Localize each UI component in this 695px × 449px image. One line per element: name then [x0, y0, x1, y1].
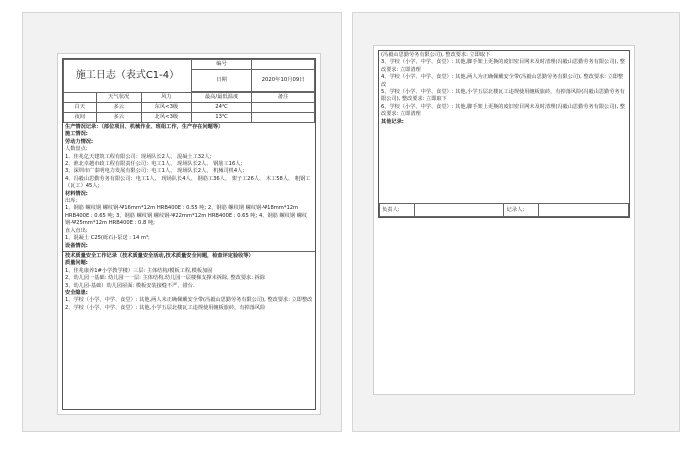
construction-log-continuation [378, 50, 630, 218]
inbound-heading: 直入直出: [65, 227, 88, 234]
weather-col-wind: 风力 [141, 93, 191, 103]
number-value [252, 60, 315, 70]
number-label: 编号 [191, 60, 251, 70]
construction-log-form [62, 58, 316, 410]
document-page-2 [373, 45, 635, 395]
page-panel-2 [352, 12, 680, 432]
material-heading: 材料情况: [65, 190, 88, 197]
quality-heading: 质量问题: [65, 260, 88, 267]
list-item: 3、幼儿园-基础）幼儿园屋面: 模板安装接缝不严、错台. [65, 282, 195, 289]
weather-wind: 东风<3级 [141, 103, 191, 113]
weather-col-condition: 天气状况 [96, 93, 141, 103]
quality-section-heading: 技术质量安全工作记录（技术质量安全活动,技术质量安全问题，检查评定验收等） [65, 252, 254, 259]
labor-heading: 劳动力情况: [65, 138, 94, 145]
recorder-value [539, 204, 629, 217]
recorder-label: 记录人: [504, 204, 539, 217]
list-item: 1、佳兆康养1#小学教学楼）三层: 主体结构/模板工程,模板加固 [65, 267, 213, 274]
weather-condition: 多云 [96, 113, 141, 123]
leader-value [414, 204, 504, 217]
weather-note [252, 103, 315, 113]
production-section [63, 123, 315, 251]
weather-wind: 北风<3级 [141, 113, 191, 123]
weather-period: 夜间 [64, 113, 97, 123]
weather-condition: 多云 [96, 103, 141, 113]
table-row [64, 103, 315, 113]
page-panel-1 [22, 12, 342, 432]
signature-table [379, 203, 629, 217]
list-item: 1、混凝土 C25(砾石)-泵送 : 14 m³; [65, 235, 150, 242]
weather-col-temp: 最高/最低温度 [191, 93, 251, 103]
leader-label: 负责人: [380, 204, 415, 217]
safety-heading: 安全隐患: [65, 289, 88, 296]
weather-period: 白天 [64, 103, 97, 113]
weather-col-blank [64, 93, 97, 103]
log-header-table [63, 59, 315, 123]
list-item: 5、学校（小学、中学、食堂）: 其他,小学五层北楼瓦工违规使用缠板旅砖，有掉落风险(冯毅山思勤劳务有限公司), 整改要求: 立即取下 [381, 89, 625, 103]
list-item: 3、深圳市广泰明电力发展有限公司：电工1人、 现场队长2人、 机械司机4人; [65, 168, 245, 175]
list-item: 2、学校（小学、中学、食堂）: 其他,小学五层北楼瓦工违规使用缠板旅砖，有掉落风险 [65, 304, 266, 311]
date-label: 日期 [191, 70, 251, 92]
construction-heading: 施工情况: [65, 131, 88, 138]
equipment-heading: 设备情况: [65, 242, 88, 249]
safety-continued [379, 51, 629, 127]
weather-note [252, 113, 315, 123]
form-title: 施工日志（表式C1-4） [64, 60, 192, 93]
weather-temp: 24℃ [191, 103, 251, 113]
list-item: 3、学校（小学、中学、食堂）: 其他,脚手架上更换的废旧密目网未及时清理(冯毅山思勤劳务有限公司), 整改要求: 立即清理 [381, 59, 625, 73]
list-item: 6、学校（小学、中学、食堂）: 其他,脚手架上更换的废旧密目网未及时清理(冯毅山思勤劳务有限公司), 整改要求: 立即清理 [381, 103, 625, 118]
list-item: 1、学校（小学、中学、食堂）: 其他,两人未正确佩戴安全带(冯毅山思勤劳务有限公司), 整改要求: 立即整改 [65, 297, 313, 304]
list-item: 4、学校（小学、中学、食堂）: 其他,两人为正确佩戴安全带(冯毅山思勤劳务有限公司), 整改要求: 立即整改 [381, 74, 624, 88]
document-page-1 [57, 53, 321, 415]
labor-intro: 人数盘点: [65, 146, 88, 153]
list-item: 2、淮北卓越市政工程有限责任公司：电工1人、 现场队长2人、 钢筋工16人; [65, 161, 243, 168]
list-item: (冯毅山思勤劳务有限公司), 整改要求: 立即取下 [381, 52, 491, 58]
other-heading: 其他记录: [381, 118, 404, 125]
quality-section [63, 251, 315, 313]
date-value: 2020年10月09日 [252, 70, 315, 92]
production-heading: 生产情况记录：（部位项目、机械作业、班组工作，生产存在问题等） [65, 124, 224, 130]
table-row [64, 113, 315, 123]
list-item: 4、冯毅山思勤劳务有限公司：电工1人、 现场队长4人、 钢筋工36人、 架子工26人、 木工58人、 粗钢工（瓦工）45人; [65, 175, 311, 190]
list-item: 2、幼儿园一基础: 幼儿园一一层: 主体结构,幼儿园一层楼梯支撑未拆除, 整改要求: 拆除 [65, 275, 266, 282]
material-intro: 出库: [65, 198, 78, 205]
list-item: 1、钢筋 螺纹钢 螺纹钢-Ψ16mm*12m HRB400E : 0.55 吨; 2、钢筋 螺纹钢 螺纹钢-Ψ18mm*12m HRB400E : 0.65 吨; 3、钢筋 螺纹钢 螺纹钢-Ψ22mm*12m HRB400E : 0.65 吨; 4、钢筋 螺纹钢 螺纹钢-Ψ25mm*12m HRB400E : 0.8 吨; [65, 205, 308, 227]
weather-temp: 13℃ [191, 113, 251, 123]
list-item: 1、佳兆亿天建筑工程有限公司：现场队长2人、 混凝土工32人; [65, 153, 212, 160]
weather-col-note: 备注 [252, 93, 315, 103]
